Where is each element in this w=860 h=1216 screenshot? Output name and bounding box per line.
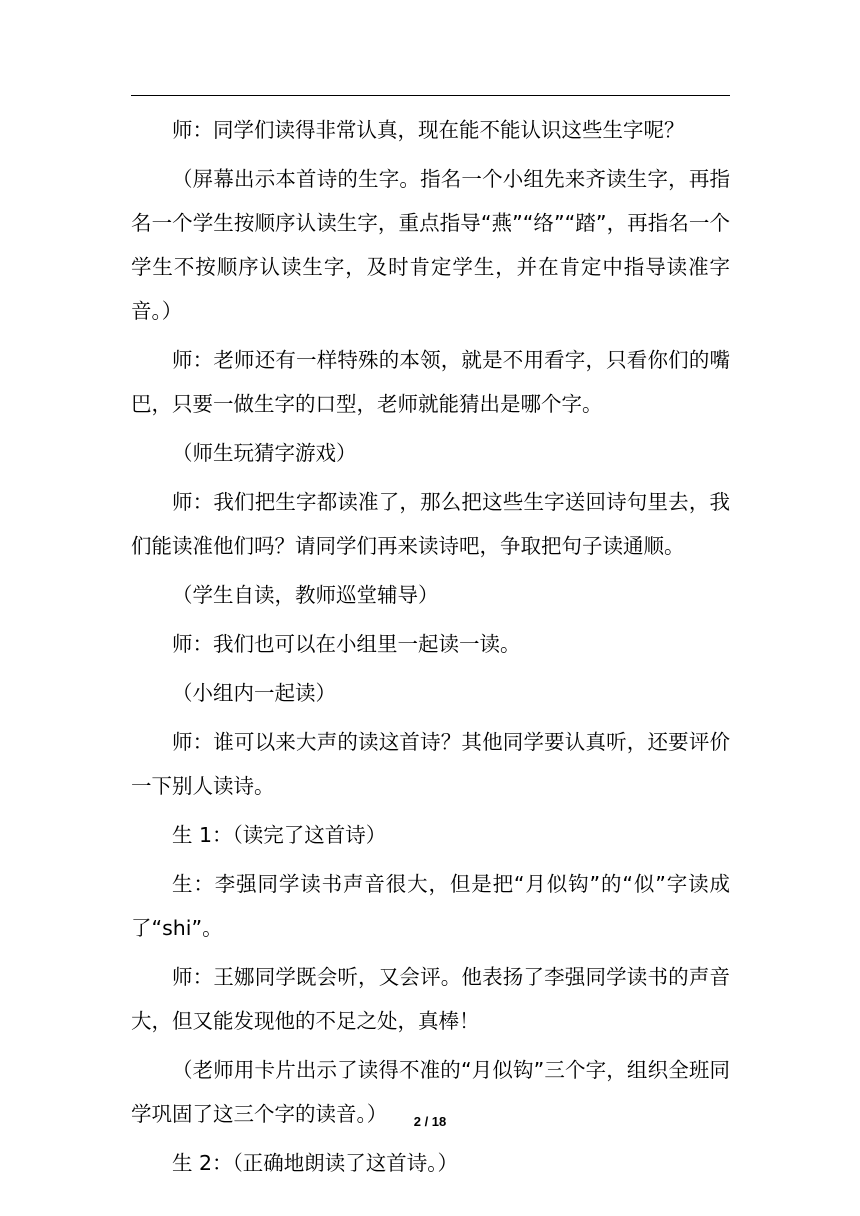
paragraph: 师：王娜同学既会听，又会评。他表扬了李强同学读书的声音大，但又能发现他的不足之处，真棒！ — [131, 965, 730, 1033]
paragraph: （小组内一起读） — [172, 681, 336, 705]
page-number: 2 / 18 — [413, 1114, 447, 1129]
paragraph: （师生玩猜字游戏） — [172, 441, 357, 465]
paragraph: 师：我们把生字都读准了，那么把这些生字送回诗句里去，我们能读准他们吗？请同学们再来读诗吧，争取把句子读通顺。 — [131, 490, 730, 558]
paragraph: （学生自读，教师巡堂辅导） — [172, 583, 439, 607]
paragraph: 生 1：（读完了这首诗） — [172, 823, 387, 847]
paragraph: 师：同学们读得非常认真，现在能不能认识这些生字呢？ — [172, 118, 685, 142]
paragraph: 师：老师还有一样特殊的本领，就是不用看字，只看你们的嘴巴，只要一做生字的口型，老师就能猜出是哪个字。 — [131, 348, 730, 416]
header-rule — [131, 95, 730, 96]
document-body — [131, 108, 730, 1190]
paragraph: 生：李强同学读书声音很大，但是把“月似钩”的“似”字读成了“shi”。 — [131, 872, 730, 940]
paragraph: （屏幕出示本首诗的生字。指名一个小组先来齐读生字，再指名一个学生按顺序认读生字，重点指导“燕”“络”“踏”，再指名一个学生不按顺序认读生字，及时肯定学生，并在肯定中指导读准字音。） — [131, 167, 730, 323]
paragraph: 师：我们也可以在小组里一起读一读。 — [172, 632, 521, 656]
paragraph: 生 2：（正确地朗读了这首诗。） — [172, 1151, 459, 1175]
paragraph: 师：谁可以来大声的读这首诗？其他同学要认真听，还要评价一下别人读诗。 — [131, 730, 730, 798]
paragraph: （老师用卡片出示了读得不准的“月似钩”三个字，组织全班同学巩固了这三个字的读音。） — [131, 1058, 730, 1126]
